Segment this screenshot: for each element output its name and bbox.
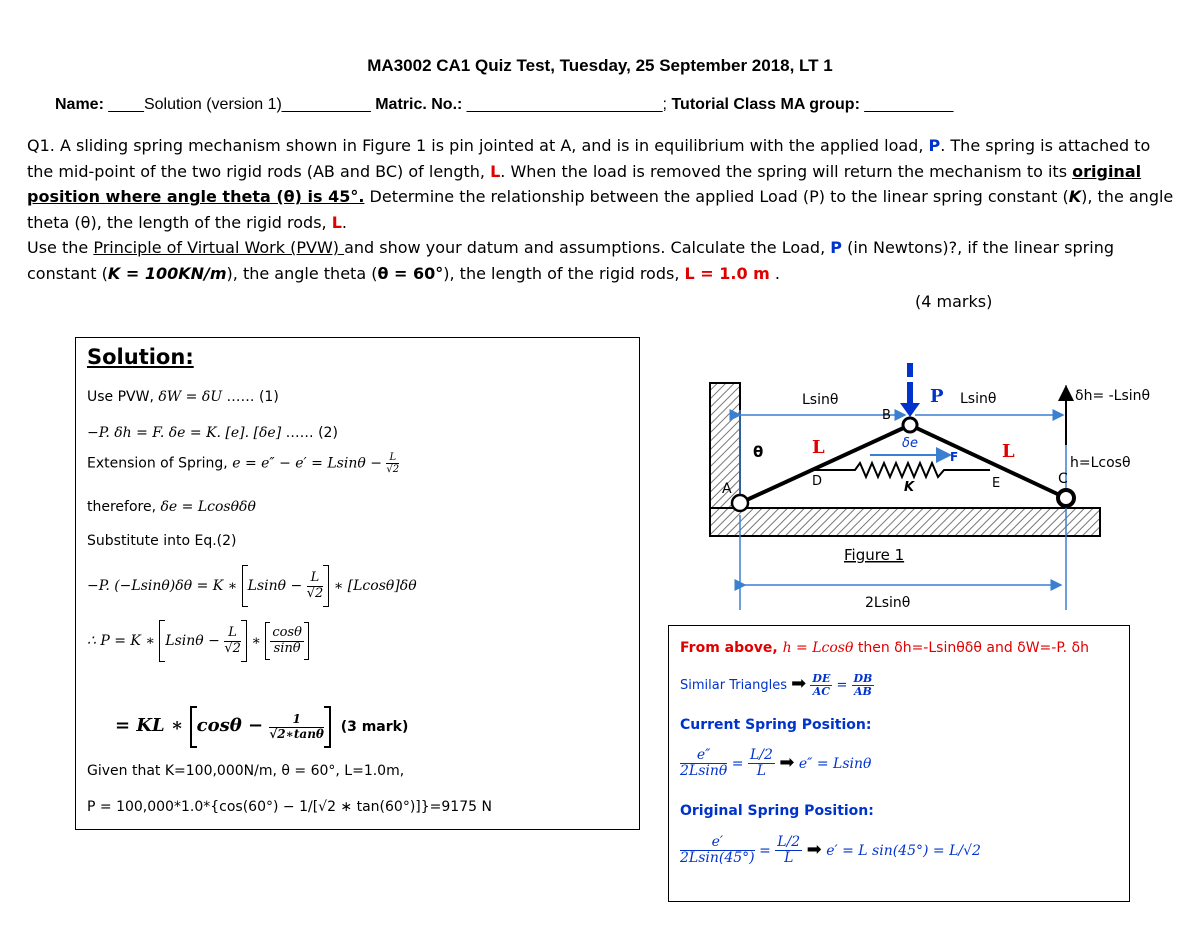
joint-a [732,495,748,511]
label-k: K [904,480,915,495]
derivation-similar: Similar Triangles ➡ $\frac{DE}{AC}$ = $\frac{DB}{AB}$ [680,672,873,699]
ground-support [710,508,1100,536]
matric-label: Matric. No.: [375,96,463,113]
student-info-line [55,96,953,114]
name-value: ____Solution (version 1)__________ [103,96,376,113]
question-paragraph-2: Use the Principle of Virtual Work (PVW) and show your datum and assumptions. Calculate the Load, P (in Newtons)?, if the linear spring constant (K = 100KN/m), the angle theta (θ = 60°), the length of the rigid rods, L = 1.0 m . [27,238,1114,283]
tutorial-label: Tutorial Class MA group: [671,96,860,113]
label-hcos: h=Lcosθ [1070,455,1131,471]
solution-line-3: Extension of Spring, e = e″ − e′ = Lsinθ − $\frac{L}{√2}$ [87,452,400,475]
label-lsin-left: Lsinθ [802,392,839,408]
arrow-icon: ➡ [779,751,795,773]
label-p: P [930,386,944,407]
label-a: A [722,481,732,497]
name-label: Name: [55,96,104,113]
figure-caption: Figure 1 [844,546,905,564]
solution-line-4: therefore, δe = Lcosθδθ [87,499,256,515]
label-b: B [882,408,891,423]
label-c: C [1058,471,1068,487]
label-e: E [992,476,1001,491]
solution-line-9: Given that K=100,000N/m, θ = 60°, L=1.0m, [87,763,405,779]
page-title: MA3002 CA1 Quiz Test, Tuesday, 25 September 2018, LT 1 [367,56,833,75]
label-d: D [812,474,823,489]
joint-b [903,418,917,432]
solution-line-8: = KL ∗ cosθ − $\frac{1}{√2∗\tan\theta}$ (3 mark) [115,706,408,748]
question-text [27,133,1177,286]
label-2lsin: 2Lsinθ [865,595,911,611]
label-f: F [950,450,959,464]
marks-label: (4 marks) [915,292,993,311]
rod-bc [910,425,1066,498]
label-l-left: L [812,437,825,458]
original-position-eq: $\frac{e'}{2Lsin(45^\circ)}$ = $\frac{L/2}{L}$ ➡ e′ = L sin(45°) = L/√2 [680,834,981,867]
derivation-line-1: From above, h = Lcosθ then δh=-Lsinθδθ and δW=-P. δh [680,640,1089,656]
figure-1-diagram [660,355,1160,620]
spring [810,463,990,477]
solution-line-6: −P. (−Lsinθ)δθ = K ∗ Lsinθ − $\frac{L}{√2}$ ∗ [Lcosθ]δθ [87,565,417,607]
label-theta: θ [753,443,764,461]
arrow-icon: ➡ [806,838,822,860]
original-position-label: Original Spring Position: [680,803,874,819]
solution-line-5: Substitute into Eq.(2) [87,533,237,549]
label-de: δe [902,436,918,451]
current-position-eq: $\frac{e''}{2Lsin\theta}$ = $\frac{L/2}{L}$ ➡ e″ = Lsinθ [680,747,872,780]
solution-line-2: −P. δh = F. δe = K. [e]. [δe] …… (2) [87,425,338,441]
joint-c [1058,490,1074,506]
solution-title: Solution: [87,345,194,369]
arrow-icon: ➡ [791,673,807,695]
label-lsin-right: Lsinθ [960,391,997,407]
label-l-right: L [1002,441,1015,462]
question-paragraph-1: Q1. A sliding spring mechanism shown in Figure 1 is pin jointed at A, and is in equilibrium with the applied load, P. The spring is attached to the mid-point of the two rigid rods (AB and BC) of length, L. When the load is removed the spring will return the mechanism to its original position where angle theta (θ) is 45°. Determine the relationship between the applied Load (P) to the linear spring constant (K), the angle theta (θ), the length of the rigid rods, L. [27,136,1174,232]
solution-line-7: ∴ P = K ∗ Lsinθ − $\frac{L}{√2}$ ∗ $\frac{\cos\theta}{\sin\theta}$ [87,620,309,662]
tutorial-value: __________ [859,96,954,113]
matric-value: ______________________; [462,96,672,113]
solution-line-10: P = 100,000*1.0*{cos(60°) − 1/[√2 ∗ tan(60°)]}=9175 N [87,799,492,815]
label-dh: δh= -Lsinθ [1075,388,1151,404]
current-position-label: Current Spring Position: [680,717,872,733]
solution-line-1: Use PVW, δW = δU …… (1) [87,389,279,405]
